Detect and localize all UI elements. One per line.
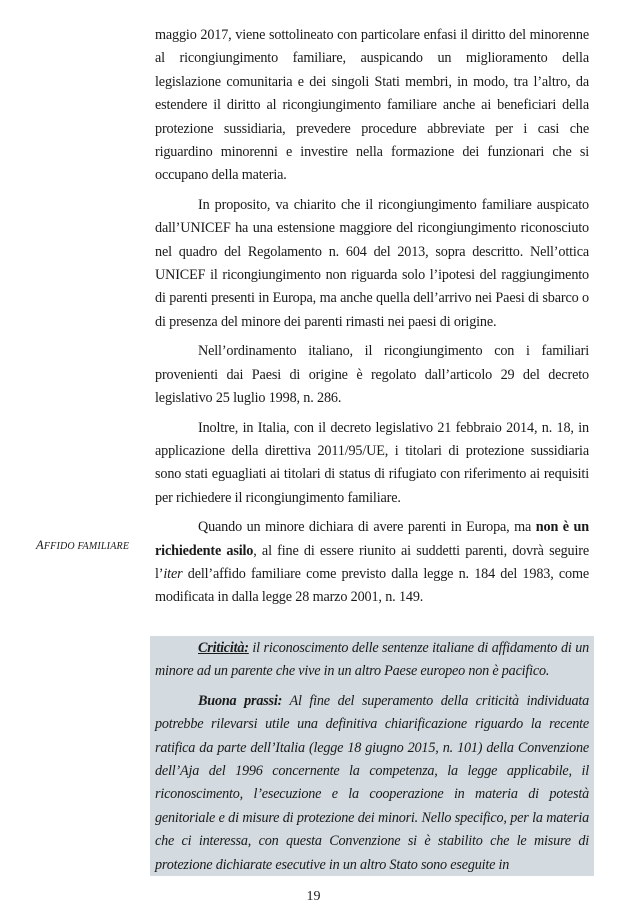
criticita-text: il riconoscimento delle sentenze italiane di affidamento di un minore ad un parente che vive in un altro Paese europeo non è pacifico. xyxy=(155,640,589,680)
page-number: 19 xyxy=(306,889,321,904)
paragraph-2: In proposito, va chiarito che il ricongiungimento familiare auspicato dall’UNICEF ha una estensione maggiore del ricongiungimento riconosciuto nel quadro del Regolamento n. 604 del 2013, sopra descritto. Nell’ottica UNICEF il ricongiungimento non riguarda solo l’ipotesi del raggiungimento di parenti presenti in Europa, ma anche quella dell’arrivo nei Paesi di sbarco o di presenza del minore dei parenti rimasti nei paesi di origine. xyxy=(155,196,589,330)
margin-heading xyxy=(36,538,129,553)
paragraph-5-part-c: dell’affido familiare come previsto dalla legge n. 184 del 1983, come modificata in dalla legge 28 marzo 2001, n. 149. xyxy=(155,565,589,606)
paragraph-5 xyxy=(155,516,589,610)
highlight-box xyxy=(150,636,594,876)
criticita-label: Criticità: xyxy=(198,640,249,656)
criticita-paragraph xyxy=(155,636,589,684)
paragraph-4: Inoltre, in Italia, con il decreto legislativo 21 febbraio 2014, n. 18, in applicazione della direttiva 2011/95/UE, i titolari di protezione sussidiaria sono stati eguagliati ai titolari di status di rifugiato con riferimento ai requisiti per richiedere il ricongiungimento familiare. xyxy=(155,419,589,506)
paragraph-3: Nell’ordinamento italiano, il ricongiungimento con i familiari provenienti dai Paesi di origine è regolato dall’articolo 29 del decreto legislativo 25 luglio 1998, n. 286. xyxy=(155,343,589,407)
paragraph-5-iter: iter xyxy=(163,565,183,582)
paragraph-1: maggio 2017, viene sottolineato con particolare enfasi il diritto del minorenne al ricongiungimento familiare, auspicando un miglioramento della legislazione comunitaria e dei singoli Stati membri, in modo, tra l’altro, da estendere il diritto al ricongiungimento familiare anche ai beneficiari della protezione sussidiaria, prevedere procedure abbreviate per i casi che riguardino minorenni e investire nella formazione dei funzionari che si occupano della materia. xyxy=(155,27,589,184)
buona-prassi-text: Al fine del superamento della criticità individuata potrebbe rilevarsi utile una definitiva chiarificazione riguardo la recente ratifica da parte dell’Italia (legge 18 giugno 2015, n. 101) della Convenzione dell’Aja del 1996 concernente la competenza, la legge applicabile, il riconoscimento, l’esecuzione e la cooperazione in materia di potestà genitoriale e di misure di protezione dei minori. Nello specifico, per la materia che ci interessa, con questa Convenzione si è stabilito che le misure di protezione dichiarate esecutive in un altro Stato sono eseguite in xyxy=(155,692,590,873)
margin-heading-rest: FFIDO FAMILIARE xyxy=(43,541,130,552)
paragraph-5-part-a: Quando un minore dichiara di avere parenti in Europa, ma xyxy=(198,519,536,536)
paragraph-5-bold: non è un richiedente asilo xyxy=(155,519,589,559)
margin-heading-initial: A xyxy=(36,538,44,552)
body-text xyxy=(155,24,589,616)
paragraph-5-part-b: , al fine di essere riunito ai suddetti parenti, dovrà seguire l’ xyxy=(155,542,589,582)
buona-prassi-label: Buona prassi: xyxy=(198,692,283,709)
buona-prassi-paragraph xyxy=(155,690,589,876)
